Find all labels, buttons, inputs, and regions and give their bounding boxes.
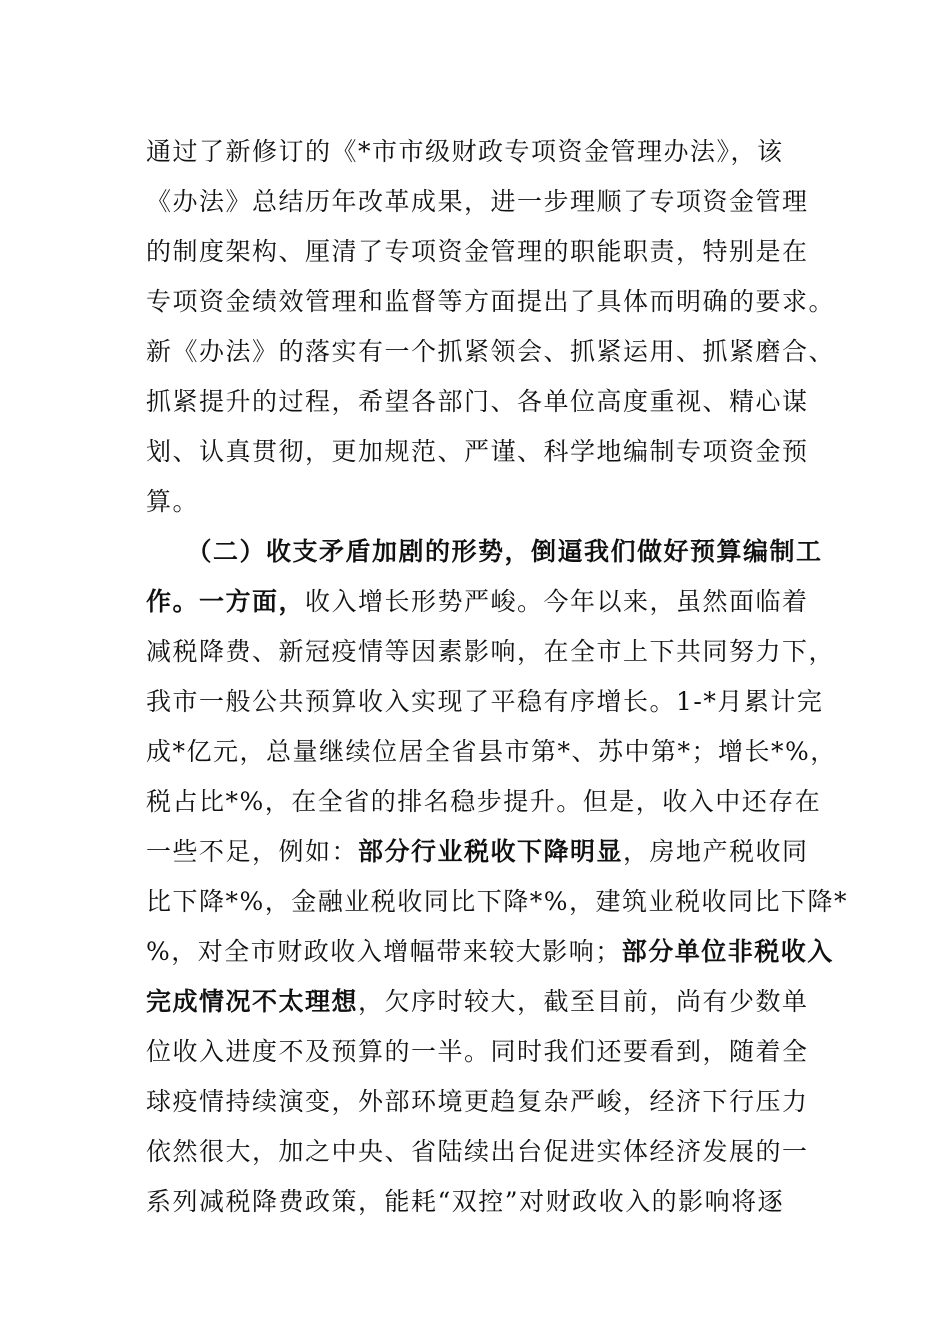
text-line <box>146 1032 809 1072</box>
text-run: 成*亿元，总量继续位居全省县市第*、苏中第*；增长*%， <box>146 737 837 766</box>
text-run: 球疫情持续演变，外部环境更趋复杂严峻，经济下行压力 <box>146 1087 809 1116</box>
text-line <box>146 832 809 872</box>
text-line <box>146 232 809 272</box>
text-line <box>146 182 809 222</box>
text-run: 税占比*%，在全省的排名稳步提升。但是，收入中还存在 <box>146 787 822 816</box>
text-run: 收入增长形势严峻。今年以来，虽然面临着 <box>305 587 809 616</box>
text-line <box>146 482 806 522</box>
text-line <box>146 132 806 172</box>
text-run: 抓紧提升的过程，希望各部门、各单位高度重视、精心谋 <box>146 387 809 416</box>
text-run: 依然很大，加之中央、省陆续出台促进实体经济发展的一 <box>146 1137 809 1166</box>
text-run: 算。 <box>146 487 200 516</box>
text-line <box>146 782 822 822</box>
text-line <box>146 632 836 672</box>
text-line <box>146 382 809 422</box>
text-line <box>146 582 809 622</box>
text-run: 划、认真贯彻，更加规范、严谨、科学地编制专项资金预 <box>146 437 809 466</box>
text-line <box>146 1082 809 1122</box>
emphasis-run: 部分行业税收下降明显 <box>358 837 624 866</box>
section-heading-line <box>146 532 823 572</box>
text-run: 比下降*%，金融业税收同比下降*%，建筑业税收同比下降* <box>146 887 849 916</box>
emphasis-run: 完成情况不太理想 <box>146 987 359 1016</box>
text-run: 通过了新修订的《*市市级财政专项资金管理办法》，该 <box>146 137 784 166</box>
text-run: 新《办法》的落实有一个抓紧领会、抓紧运用、抓紧磨合、 <box>146 337 836 366</box>
text-line <box>146 682 824 722</box>
text-line <box>146 432 809 472</box>
text-run: 专项资金绩效管理和监督等方面提出了具体而明确的要求。 <box>146 287 836 316</box>
text-line <box>146 732 837 772</box>
text-run: 减税降费、新冠疫情等因素影响，在全市上下共同努力下， <box>146 637 836 666</box>
text-line <box>146 1132 809 1172</box>
text-run: 的制度架构、厘清了专项资金管理的职能职责，特别是在 <box>146 237 809 266</box>
text-run: ，房地产税收同 <box>623 837 809 866</box>
text-run: 《办法》总结历年改革成果，进一步理顺了专项资金管理 <box>146 187 809 216</box>
text-line <box>146 282 836 322</box>
text-run: 一些不足，例如： <box>146 837 359 866</box>
emphasis-run: 作。一方面， <box>146 587 306 616</box>
text-line <box>146 882 849 922</box>
text-run: %，对全市财政收入增幅带来较大影响； <box>146 937 622 966</box>
text-run: 系列减税降费政策，能耗“双控”对财政收入的影响将逐 <box>146 1187 785 1216</box>
text-run: 我市一般公共预算收入实现了平稳有序增长。1-*月累计完 <box>146 687 824 716</box>
text-run: 位收入进度不及预算的一半。同时我们还要看到，随着全 <box>146 1037 809 1066</box>
emphasis-run: 部分单位非税收入 <box>621 937 834 966</box>
text-line <box>146 932 834 972</box>
section-heading: （二）收支矛盾加剧的形势，倒逼我们做好预算编制工 <box>146 537 823 566</box>
text-run: ，欠序时较大，截至目前，尚有少数单 <box>358 987 809 1016</box>
text-line <box>146 982 809 1022</box>
text-line <box>146 332 836 372</box>
text-line <box>146 1182 806 1222</box>
